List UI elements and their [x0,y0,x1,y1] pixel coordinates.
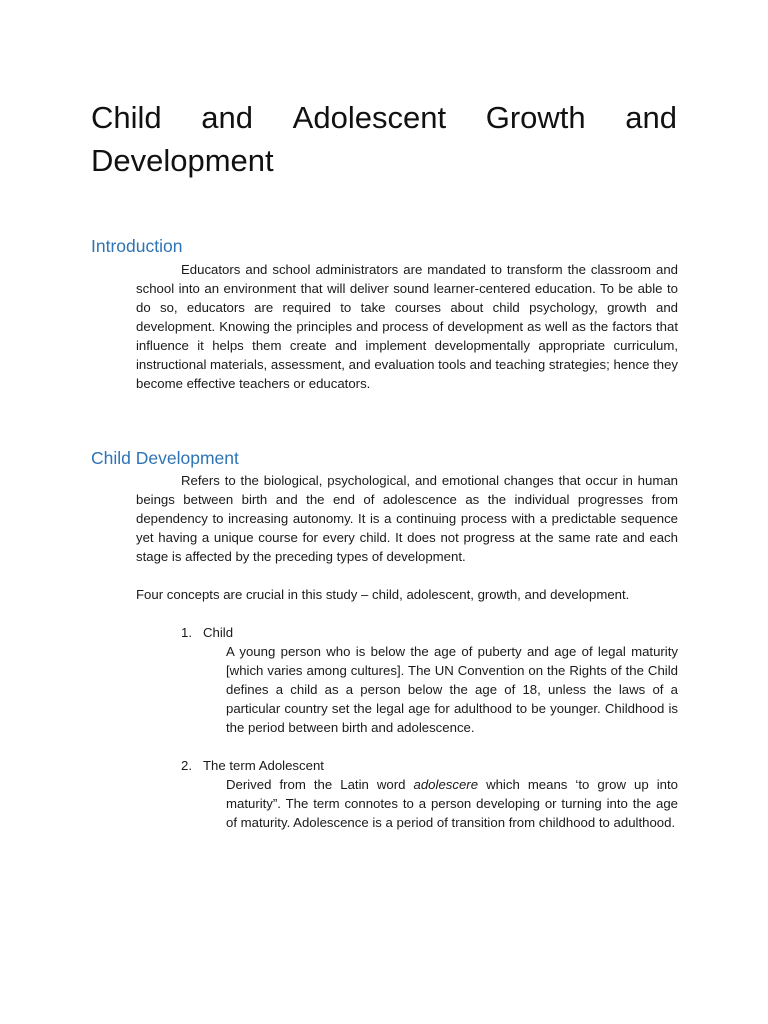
list-item-title: Child [203,625,234,640]
adolescent-body-end: which means ‘to grow up into maturity”. The term connotes to a person developing or turning into the age of maturity. Adolescence is a period of transition from childhood to adulthood. [226,777,678,830]
concepts-intro-paragraph: Four concepts are crucial in this study – child, adolescent, growth, and development. [136,587,630,602]
introduction-paragraph: Educators and school administrators are mandated to transform the classroom and school into an environment that will deliver sound learner-centered education. To be able to do so, educators are required to take courses about child psychology, growth and development. Knowing the principles and process of development as well as the factors that influence it helps them create and implement developmentally appropriate curriculum, instructional materials, assessment, and evaluation tools and teaching strategies; hence they become effective teachers or educators. [136,262,678,391]
list-item-number: 1. [181,625,192,640]
list-item-title: The term Adolescent [203,758,324,773]
title-line-2: Development [91,143,274,178]
adolescent-body-start: Derived from the Latin word [226,777,414,792]
document-title [91,96,677,182]
title-word: and [625,100,677,135]
title-word: Adolescent [292,100,447,135]
title-line-1 [91,96,677,139]
list-item-child-label [181,623,233,642]
child-development-paragraph: Refers to the biological, psychological, and emotional changes that occur in human beings between birth and the end of adolescence as the individual progresses from dependency to increasing autonomy. It is a continuing process with a predictable sequence yet having a unique course for every child. It does not progress at the same rate and each stage is affected by the preceding types of development. [136,473,678,564]
title-word: Child [91,100,162,135]
list-item-child-body: A young person who is below the age of puberty and age of legal maturity [which varies among cultures]. The UN Convention on the Rights of the Child defines a child as a person below the age of 18, unless the laws of a particular country set the legal age for adulthood to be younger. Childhood is the period between birth and adolescence. [226,644,678,735]
list-item-number: 2. [181,758,192,773]
title-word: Growth [485,100,586,135]
list-item-adolescent-label [181,756,324,775]
latin-term: adolescere [413,777,479,792]
list-item-adolescent-body [226,775,678,832]
title-word: and [201,100,254,135]
introduction-heading: Introduction [91,236,183,256]
child-development-heading: Child Development [91,448,239,468]
